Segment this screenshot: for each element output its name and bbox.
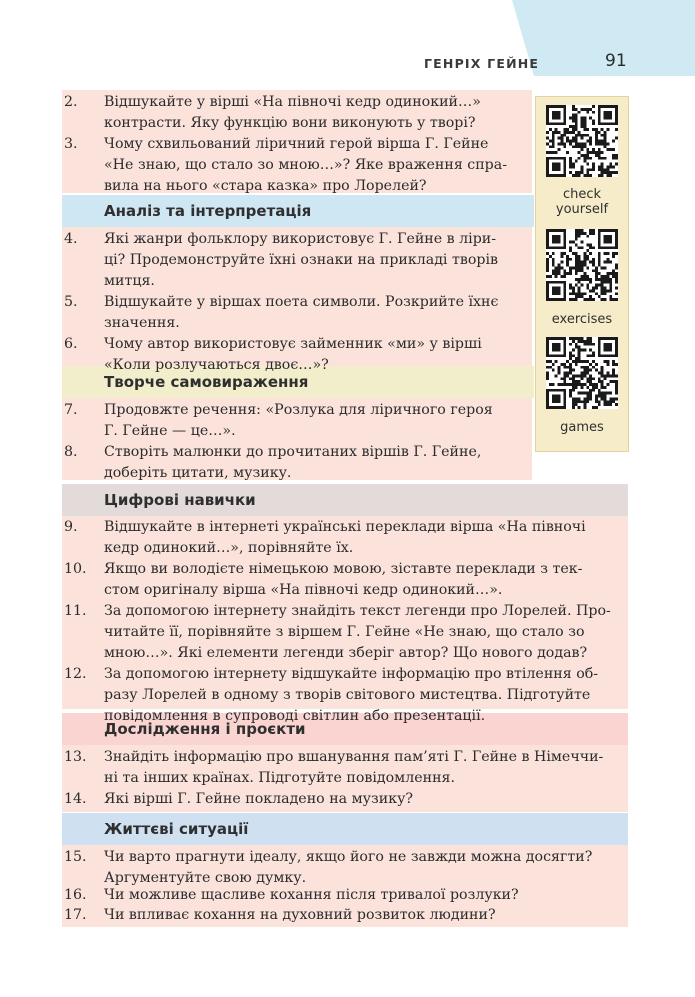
question-line: мною…». Які елементи легенди зберіг автор? Що нового додав? bbox=[104, 645, 588, 661]
question-number: 14. bbox=[64, 791, 87, 807]
question-line: За допомогою інтернету знайдіть текст легенди про Лорелей. Про- bbox=[104, 603, 611, 619]
qr-label-line: check bbox=[562, 187, 602, 202]
question-number: 7. bbox=[64, 402, 78, 418]
qr-label-line: exercises bbox=[551, 312, 613, 327]
question-line: Г. Гейне — це…». bbox=[104, 423, 236, 439]
question-number: 10. bbox=[64, 561, 87, 577]
question-line: контрасти. Яку функцію вони виконують у творі? bbox=[104, 115, 476, 131]
qr-panel bbox=[535, 96, 629, 452]
question-number: 17. bbox=[64, 907, 87, 923]
running-title: ГЕНРІХ ГЕЙНЕ bbox=[424, 56, 540, 71]
page-number: 91 bbox=[605, 51, 627, 71]
question-number: 4. bbox=[64, 231, 78, 247]
question-line: Відшукайте в інтернеті українські переклади вірша «На півночі bbox=[104, 519, 586, 535]
qr-code-icon[interactable] bbox=[546, 105, 618, 177]
qr-label-check-yourself bbox=[536, 187, 628, 217]
section-title: Дослідження і проєкти bbox=[104, 720, 306, 738]
section-heading-digital bbox=[62, 484, 628, 516]
question-line: Чому автор використовує займенник «ми» у вірші bbox=[104, 336, 482, 352]
question-line: «Не знаю, що стало зо мною…»? Яке враження спра- bbox=[104, 157, 508, 173]
question-line: стом оригіналу вірша «На півночі кедр одинокий…». bbox=[104, 582, 503, 598]
section-heading-life bbox=[62, 813, 628, 845]
question-line: «Коли розлучаються двоє…»? bbox=[104, 357, 329, 373]
question-line: Продовжте речення: «Розлука для ліричного героя bbox=[104, 402, 493, 418]
qr-code-icon[interactable] bbox=[546, 337, 618, 409]
qr-code-icon[interactable] bbox=[546, 229, 618, 301]
question-line: повідомлення в супроводі світлин або презентації. bbox=[104, 708, 486, 724]
qr-label-line: yourself bbox=[555, 202, 609, 217]
question-line: Відшукайте у віршах поета символи. Розкрийте їхнє bbox=[104, 294, 499, 310]
question-line: митця. bbox=[104, 273, 155, 289]
section-title: Аналіз та інтерпретація bbox=[104, 202, 312, 220]
qr-label-line: games bbox=[560, 420, 604, 435]
question-line: ні та інших країнах. Підготуйте повідомлення. bbox=[104, 770, 455, 786]
question-number: 9. bbox=[64, 519, 78, 535]
question-number: 16. bbox=[64, 887, 87, 903]
question-line: Аргументуйте свою думку. bbox=[104, 870, 307, 886]
question-number: 12. bbox=[64, 666, 87, 682]
section-title: Життєві ситуації bbox=[104, 820, 249, 838]
question-line: Відшукайте у вірші «На півночі кедр одинокий…» bbox=[104, 94, 481, 110]
question-line: читайте її, порівняйте з віршем Г. Гейне «Не знаю, що стало зо bbox=[104, 624, 585, 640]
question-number: 6. bbox=[64, 336, 78, 352]
question-line: Чи можливе щасливе кохання після тривалої розлуки? bbox=[104, 887, 519, 903]
question-line: доберіть цитати, музику. bbox=[104, 465, 292, 481]
section-title: Творче самовираження bbox=[104, 373, 309, 391]
question-line: ці? Продемонструйте їхні ознаки на прикладі творів bbox=[104, 252, 498, 268]
question-line: Чи впливає кохання на духовний розвиток людини? bbox=[104, 907, 496, 923]
question-line: Чи варто прагнути ідеалу, якщо його не завжди можна досягти? bbox=[104, 849, 593, 865]
question-number: 2. bbox=[64, 94, 78, 110]
question-line: Створіть малюнки до прочитаних віршів Г. Гейне, bbox=[104, 444, 482, 460]
question-line: Які вірші Г. Гейне покладено на музику? bbox=[104, 791, 414, 807]
section-title: Цифрові навички bbox=[104, 491, 256, 509]
qr-label-exercises bbox=[536, 312, 628, 327]
question-line: значення. bbox=[104, 315, 180, 331]
qr-label-games bbox=[536, 420, 628, 435]
question-line: За допомогою інтернету відшукайте інформацію про втілення об- bbox=[104, 666, 599, 682]
question-number: 15. bbox=[64, 849, 87, 865]
question-line: Знайдіть інформацію про вшанування пам’яті Г. Гейне в Німеччи- bbox=[104, 749, 604, 765]
question-line: Які жанри фольклору використовує Г. Гейне в ліри- bbox=[104, 231, 497, 247]
section-heading-analysis bbox=[62, 195, 534, 227]
question-number: 13. bbox=[64, 749, 87, 765]
question-number: 5. bbox=[64, 294, 78, 310]
question-number: 11. bbox=[64, 603, 87, 619]
question-number: 3. bbox=[64, 136, 78, 152]
question-line: Якщо ви володієте німецькою мовою, зіставте переклади з тек- bbox=[104, 561, 583, 577]
question-line: вила на нього «стара казка» про Лорелей? bbox=[104, 178, 427, 194]
question-line: кедр одинокий…», порівняйте їх. bbox=[104, 540, 354, 556]
corner-tab bbox=[512, 0, 695, 76]
question-line: Чому схвильований ліричний герой вірша Г. Гейне bbox=[104, 136, 489, 152]
question-line: разу Лорелей в одному з творів світового мистецтва. Підготуйте bbox=[104, 687, 591, 703]
question-number: 8. bbox=[64, 444, 78, 460]
